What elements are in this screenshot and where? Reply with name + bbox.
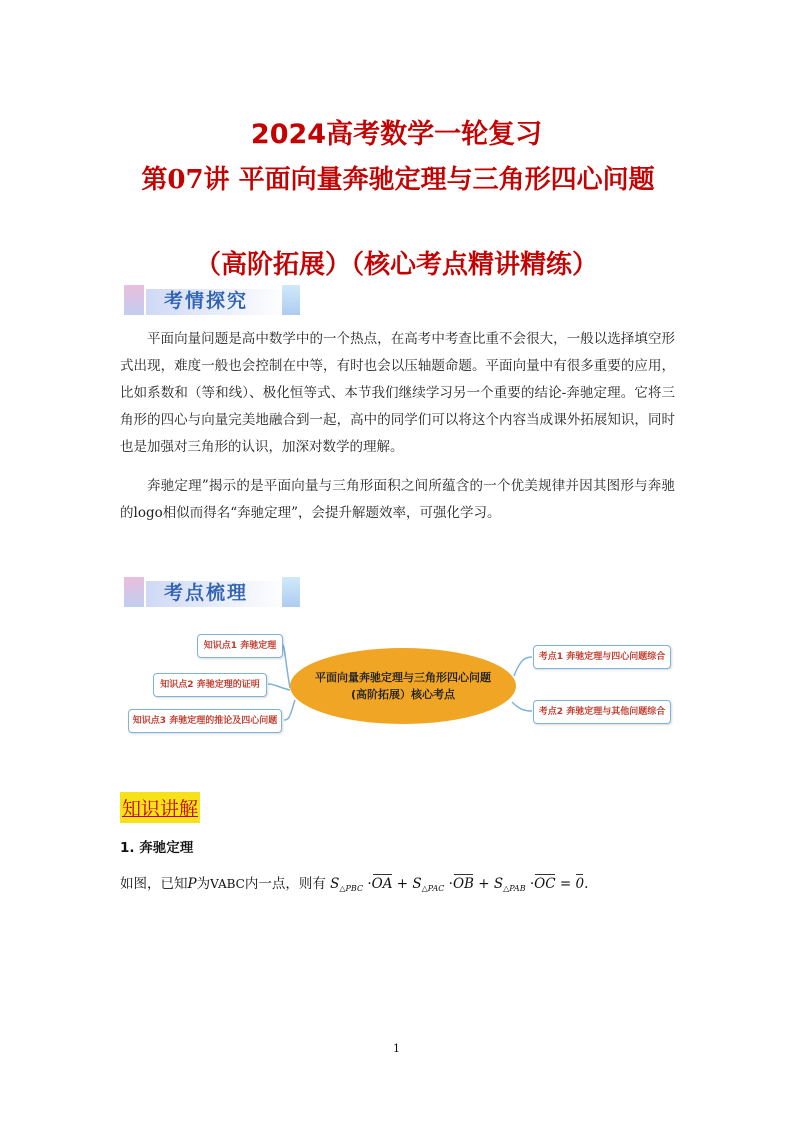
math-triangle: VABC [210, 877, 245, 891]
math-subscript: △PBC [339, 884, 364, 893]
text: 如图，已知 [120, 876, 188, 892]
mindmap-center-line2: (高阶拓展）核心考点 [350, 688, 456, 701]
page-number: 1 [393, 1042, 400, 1055]
math-vector: OA [371, 876, 393, 892]
math-operator: + [396, 876, 409, 892]
banner-decoration [282, 285, 300, 315]
math-vector: OC [534, 876, 556, 892]
math-zero-vector: 0 [575, 876, 585, 892]
banner-label: 考点梳理 [164, 582, 249, 604]
paragraph: 平面向量问题是高中数学中的一个热点，在高考中考查比重不会很大，一般以选择填空形式出现，难度一般也会控制在中等，有时也会以压轴题命题。平面向量中有很多重要的应用，比如系数和（等和线）、极化恒等式、本节我们继续学习另一个重要的结论-奔驰定理。它将三角形的四心与向量完美地融合到一起，高中的同学们可以将这个内容当成课外拓展知识，同时也是加强对三角形的认识，加深对数学的理解。 [120, 331, 675, 455]
mindmap-node-exam-point-2: 考点2 奔驰定理与其他问题综合 [533, 700, 671, 724]
math-subscript: △PAC [421, 884, 445, 893]
banner-decoration [124, 577, 144, 607]
section-banner-key-points [124, 575, 314, 609]
lecture-subtitle: （高阶拓展）（核心考点精讲精练） [194, 250, 598, 280]
math-operator: · [367, 876, 372, 892]
math-operator: · [529, 876, 535, 892]
math-area: S [330, 876, 340, 892]
banner-decoration [124, 285, 144, 315]
mindmap-node-exam-point-1: 考点1 奔驰定理与四心问题综合 [533, 645, 671, 669]
mindmap-center [290, 648, 516, 724]
math-area: S [493, 876, 504, 892]
document-title: 2024高考数学一轮复习 [250, 119, 543, 150]
paragraph: 奔驰定理”揭示的是平面向量与三角形面积之间所蕴含的一个优美规律并因其图形与奔驰的logo相似而得名“奔驰定理”，会提升解题效率，可强化学习。 [120, 478, 675, 521]
intro-text [120, 326, 675, 527]
math-point: P [187, 876, 197, 892]
mindmap-node-knowledge-1: 知识点1 奔驰定理 [197, 634, 283, 658]
mindmap-node-knowledge-3: 知识点3 奔驰定理的推论及四心问题 [128, 709, 282, 733]
math-period: . [584, 876, 589, 892]
math-area: S [412, 876, 422, 892]
mindmap-node-knowledge-2: 知识点2 奔驰定理的证明 [153, 673, 267, 697]
theorem-statement [120, 872, 588, 893]
item-title: 1. 奔驰定理 [120, 840, 194, 856]
math-operator: = [559, 876, 572, 892]
math-vector: OB [452, 876, 474, 892]
text: 为 [196, 876, 211, 892]
math-subscript: △PAB [503, 884, 526, 893]
section-banner-exam-analysis [124, 283, 314, 317]
lecture-title: 第07讲 平面向量奔驰定理与三角形四心问题 [141, 165, 655, 195]
math-operator: + [478, 876, 490, 892]
banner-label: 考情探究 [164, 290, 249, 312]
section-heading-knowledge: 知识讲解 [120, 792, 200, 823]
text: 内一点，则有 [244, 876, 326, 892]
mindmap-center-line1: 平面向量奔驰定理与三角形四心问题 [315, 671, 491, 684]
banner-decoration [282, 577, 300, 607]
math-operator: · [448, 876, 453, 892]
